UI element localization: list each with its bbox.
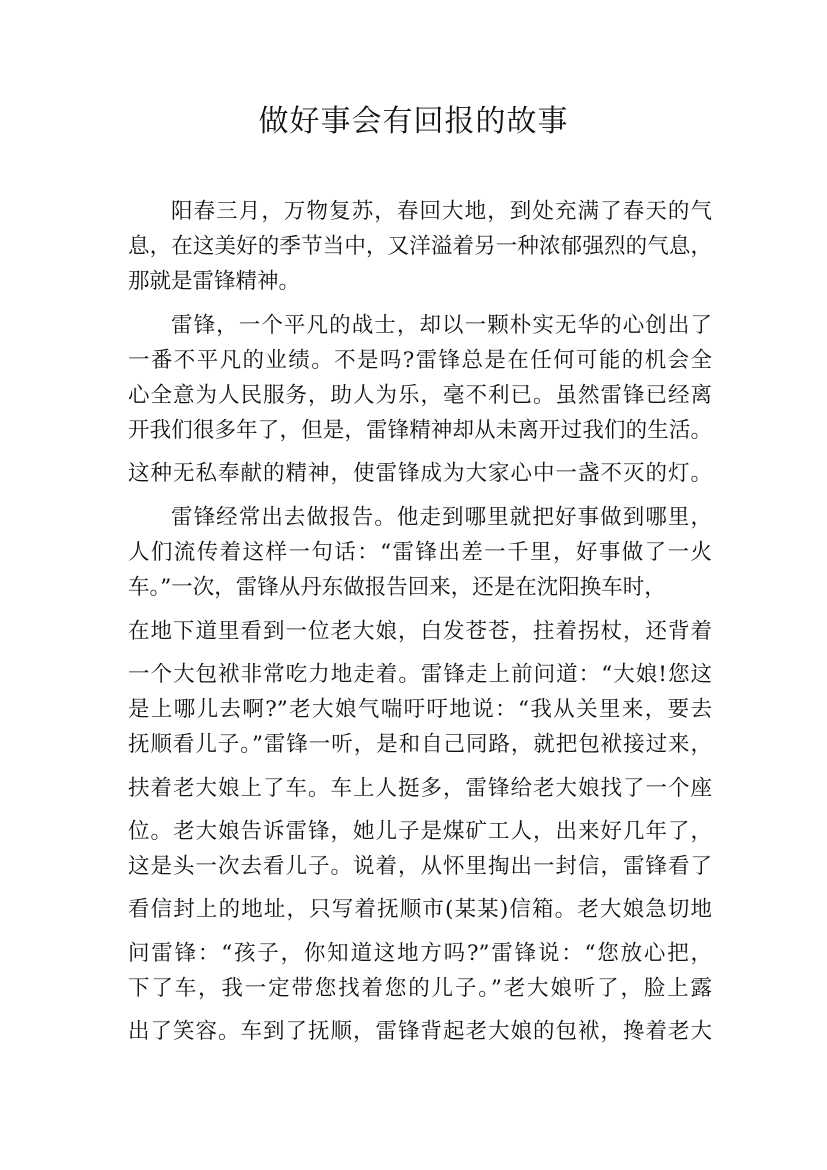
- page-title: 做好事会有回报的故事: [258, 104, 569, 139]
- text-line: 阳春三月，万物复苏，春回大地，到处充满了春天的气: [171, 199, 712, 224]
- text-line: 开我们很多年了，但是，雷锋精神却从未离开过我们的生活。: [128, 418, 712, 443]
- text-line: 下了车，我一定带您找着您的儿子。”老大娘听了，脸上露: [128, 976, 712, 1001]
- text-line: 车。”一次，雷锋从丹东做报告回来，还是在沈阳换车时，: [128, 575, 666, 600]
- text-line: 心全意为人民服务，助人为乐，毫不利已。虽然雷锋已经离: [128, 383, 712, 408]
- text-line: 扶着老大娘上了车。车上人挺多，雷锋给老大娘找了一个座: [128, 776, 712, 801]
- text-line: 一个大包袱非常吃力地走着。雷锋走上前问道：“大娘!您这: [128, 662, 712, 687]
- text-line: 问雷锋：“孩子，你知道这地方吗?”雷锋说：“您放心把，: [128, 941, 712, 966]
- text-line: 那就是雷锋精神。: [128, 269, 301, 294]
- text-line: 抚顺看儿子。”雷锋一听，是和自己同路，就把包袱接过来，: [128, 732, 712, 757]
- text-line: 是上哪儿去啊?”老大娘气喘吁吁地说：“我从关里来，要去: [128, 697, 712, 722]
- text-line: 这种无私奉献的精神，使雷锋成为大家心中一盏不灭的灯。: [128, 461, 712, 486]
- text-line: 位。老大娘告诉雷锋，她儿子是煤矿工人，出来好几年了，: [128, 819, 712, 844]
- text-line: 人们流传着这样一句话：“雷锋出差一千里，好事做了一火: [128, 540, 712, 565]
- text-line: 息，在这美好的季节当中，又洋溢着另一种浓郁强烈的气息，: [128, 234, 712, 259]
- text-line: 在地下道里看到一位老大娘，白发苍苍，拄着拐杖，还背着: [128, 619, 712, 644]
- text-line: 雷锋经常出去做报告。他走到哪里就把好事做到哪里，: [171, 505, 712, 530]
- text-line: 一番不平凡的业绩。不是吗?雷锋总是在任何可能的机会全: [128, 348, 712, 373]
- text-line: 这是头一次去看儿子。说着，从怀里掏出一封信，雷锋看了: [128, 854, 712, 879]
- text-line: 出了笑容。车到了抚顺，雷锋背起老大娘的包袱，搀着老大: [128, 1019, 712, 1044]
- text-line: 雷锋，一个平凡的战士，却以一颗朴实无华的心创出了: [171, 313, 712, 338]
- text-line: 看信封上的地址，只写着抚顺市(某某)信箱。老大娘急切地: [128, 897, 712, 922]
